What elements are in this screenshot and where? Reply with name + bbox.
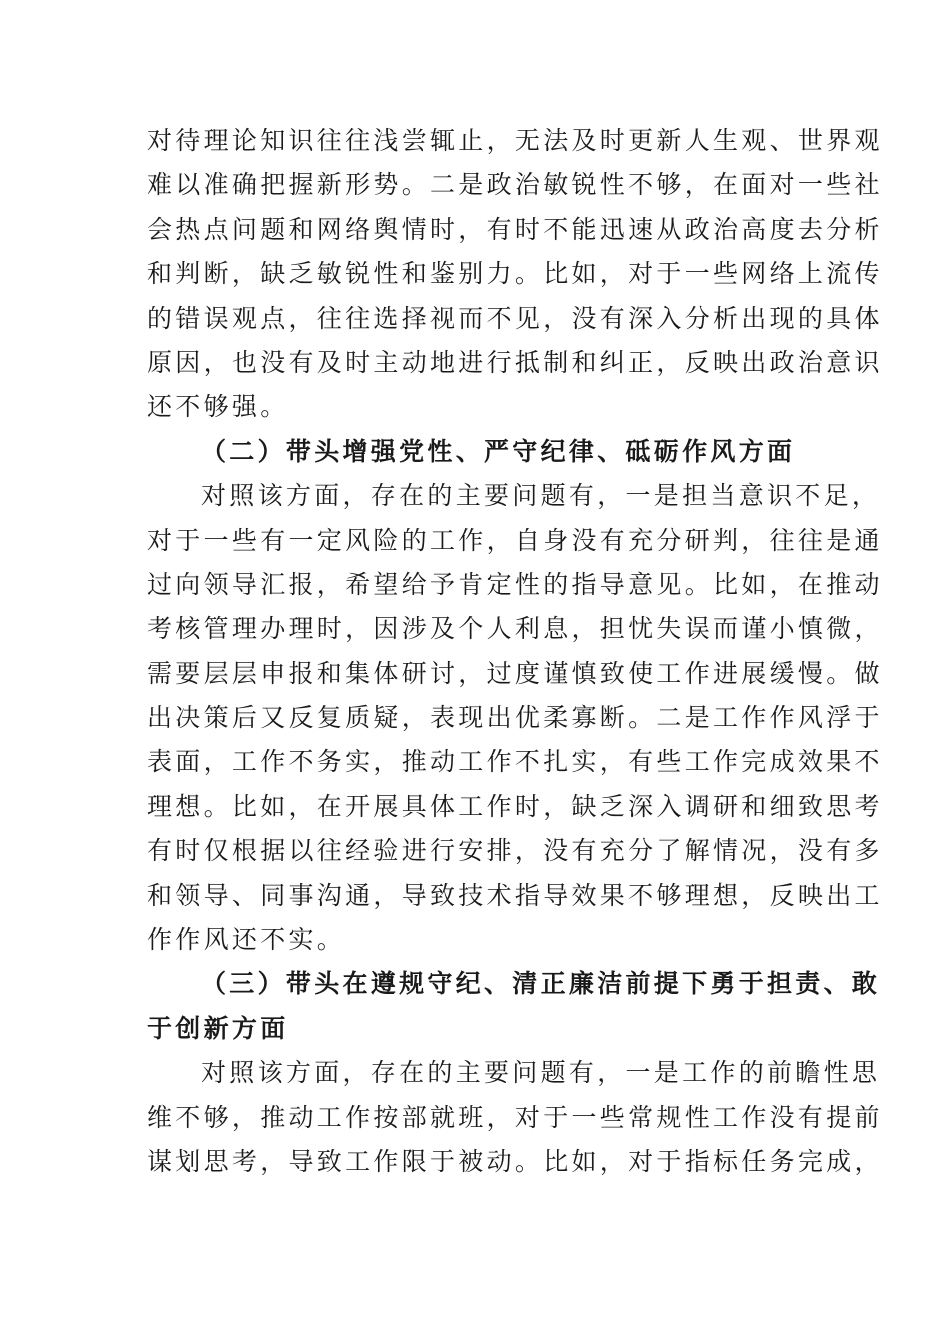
- section-heading-line: 于创新方面: [147, 1013, 289, 1043]
- paragraph-line: 有时仅根据以往经验进行安排，没有充分了解情况，没有多: [147, 836, 883, 866]
- paragraph-line: 过向领导汇报，希望给予肯定性的指导意见。比如，在推动: [147, 569, 883, 599]
- paragraph-line: 会热点问题和网络舆情时，有时不能迅速从政治高度去分析: [147, 214, 883, 244]
- paragraph-line: 和领导、同事沟通，导致技术指导效果不够理想，反映出工: [147, 880, 883, 910]
- paragraph-line: 对于一些有一定风险的工作，自身没有充分研判，往往是通: [147, 525, 883, 555]
- paragraph-line: 维不够，推动工作按部就班，对于一些常规性工作没有提前: [147, 1102, 883, 1132]
- paragraph-line: 理想。比如，在开展具体工作时，缺乏深入调研和细致思考: [147, 791, 883, 821]
- paragraph-line: 原因，也没有及时主动地进行抵制和纠正，反映出政治意识: [147, 347, 883, 377]
- paragraph-line: 出决策后又反复质疑，表现出优柔寡断。二是工作作风浮于: [147, 703, 883, 733]
- paragraph-line: 需要层层申报和集体研讨，过度谨慎致使工作进展缓慢。做: [147, 658, 883, 688]
- paragraph-line: 和判断，缺乏敏锐性和鉴别力。比如，对于一些网络上流传: [147, 259, 883, 289]
- paragraph-line: 还不够强。: [147, 392, 289, 422]
- paragraph-line: 对待理论知识往往浅尝辄止，无法及时更新人生观、世界观: [147, 126, 883, 155]
- paragraph-line: 对照该方面，存在的主要问题有，一是工作的前瞻性思: [201, 1058, 881, 1088]
- paragraph-line: 的错误观点，往往选择视而不见，没有深入分析出现的具体: [147, 303, 883, 333]
- paragraph-line: 考核管理办理时，因涉及个人利息，担忧失误而谨小慎微，: [147, 614, 883, 644]
- paragraph-line: 对照该方面，存在的主要问题有，一是担当意识不足，: [201, 481, 881, 511]
- document-body: [147, 119, 883, 1184]
- paragraph-line: 作作风还不实。: [147, 925, 346, 955]
- paragraph-line: 谋划思考，导致工作限于被动。比如，对于指标任务完成，: [147, 1146, 883, 1176]
- paragraph-line: 表面，工作不务实，推动工作不扎实，有些工作完成效果不: [147, 747, 883, 777]
- section-heading-line: （二）带头增强党性、严守纪律、砥砺作风方面: [201, 436, 796, 466]
- section-heading-line: （三）带头在遵规守纪、清正廉洁前提下勇于担责、敢: [201, 969, 881, 999]
- paragraph-line: 难以准确把握新形势。二是政治敏锐性不够，在面对一些社: [147, 170, 883, 200]
